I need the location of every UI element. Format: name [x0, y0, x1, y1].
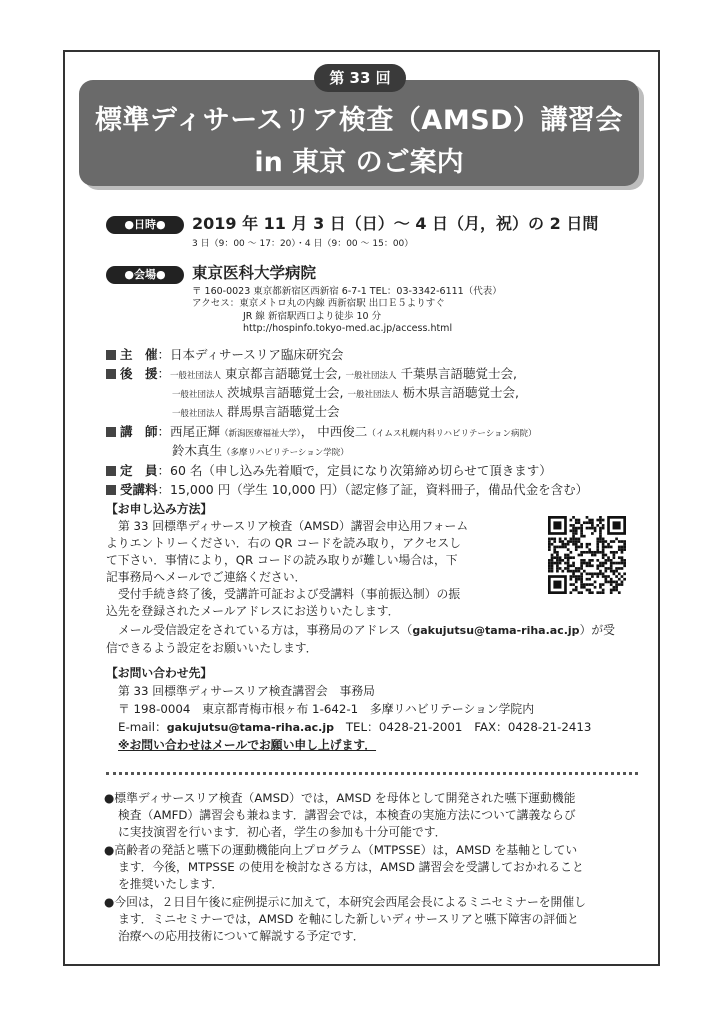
support-row-2: 一般社団法人 茨城県言語聴覚士会, 一般社団法人 栃木県言語聴覚士会, [172, 385, 519, 400]
application-heading: 【お申し込み方法】 [106, 502, 213, 516]
note-2-line: を推奨いたします． [118, 877, 224, 891]
application-text: よりエントリーください．右の QR コードを読み取り，アクセスし [106, 536, 461, 550]
note-2-line: ●高齢者の発話と嚥下の運動機能向上プログラム（MTPSSE）は，AMSD を基軸としてい [104, 843, 578, 857]
application-text: 受付手続き終了後，受講許可証および受講料（事前振込制）の振 [118, 587, 461, 601]
venue-label: ●会場● [106, 266, 184, 284]
application-text: 込先を登録されたメールアドレスにお送りいたします． [106, 604, 400, 618]
application-text: て下さい．事情により，QR コードの読み取りが難しい場合は，下 [106, 553, 458, 567]
application-text: 信できるよう設定をお願いいたします． [106, 641, 318, 655]
edition-badge: 第 33 回 [314, 64, 406, 92]
square-bullet-icon [106, 369, 116, 379]
support-row-3: 一般社団法人 群馬県言語聴覚士会 [172, 404, 340, 419]
dotted-divider [106, 772, 638, 775]
datetime-label: ●日時● [106, 216, 184, 234]
datetime-main: 2019 年 11 月 3 日（日）～ 4 日（月，祝）の 2 日間 [192, 214, 599, 233]
note-3-line: ます．ミニセミナーでは，AMSD を軸にした新しいディサースリアと嚥下障害の評価と [118, 912, 579, 926]
application-text: 第 33 回標準ディサースリア検査（AMSD）講習会申込用フォーム [118, 519, 469, 533]
lecturer-row-2: 鈴木真生（多摩リハビリテーション学院） [172, 443, 349, 458]
note-1-line: に実技演習を行います．初心者，学生の参加も十分可能です． [118, 825, 447, 839]
square-bullet-icon [106, 427, 116, 437]
contact-email[interactable]: gakujutsu@tama-riha.ac.jp [166, 721, 335, 734]
title-banner [79, 80, 639, 186]
application-text: 記事務局へメールでご連絡ください． [106, 570, 307, 584]
venue-access-2: JR 線 新宿駅西口より徒歩 10 分 [243, 311, 382, 322]
support-row-1: 後 援：一般社団法人 東京都言語聴覚士会, 一般社団法人 千葉県言語聴覚士会, [106, 364, 517, 382]
contact-office: 第 33 回標準ディサースリア検査講習会 事務局 [118, 684, 375, 698]
secretariat-email[interactable]: gakujutsu@tama-riha.ac.jp [412, 624, 580, 637]
datetime-sub: 3 日（9：00 ～ 17：20）・4 日（9：00 ～ 15：00） [192, 239, 414, 249]
note-1-line: ●標準ディサースリア検査（AMSD）では，AMSD を母体として開発された嚥下運動機能 [104, 791, 576, 805]
note-1-line: 検査（AMFD）講習会も兼ねます．講習会では，本検査の実施方法について講義ならび [118, 808, 576, 822]
square-bullet-icon [106, 466, 116, 476]
note-3-line: ●今回は，２日目午後に症例提示に加えて，本研究会西尾会長によるミニセミナーを開催し [104, 895, 586, 909]
square-bullet-icon [106, 485, 116, 495]
note-3-line: 治療への応用技術について解説する予定です． [118, 929, 365, 943]
square-bullet-icon [106, 350, 116, 360]
venue-address: 〒 160-0023 東京都新宿区西新宿 6-7-1 TEL：03-3342-6111（代表） [192, 286, 502, 297]
title-line-1: 標準ディサースリア検査（AMSD）講習会 [94, 105, 624, 136]
note-2-line: ます．今後，MTPSSE の使用を検討なさる方は，AMSD 講習会を受講しておかれること [118, 860, 584, 874]
venue-name: 東京医科大学病院 [192, 264, 317, 282]
venue-access-1: アクセス：東京メトロ丸の内線 西新宿駅 出口Ｅ５よりすぐ [192, 298, 445, 309]
contact-heading: 【お問い合わせ先】 [106, 666, 213, 680]
lecturer-row-1: 講 師：西尾正輝（新潟医療福祉大学）， 中西俊二（イムス札幌内科リハビリテーション病院） [106, 422, 537, 440]
organizer-row: 主 催：日本ディサースリア臨床研究会 [106, 345, 343, 363]
venue-url[interactable]: http://hospinfo.tokyo-med.ac.jp/access.html [243, 323, 453, 334]
application-text: メール受信設定をされている方は，事務局のアドレス（gakujutsu@tama-riha.ac.jp）が受 [118, 623, 615, 637]
capacity-row: 定 員：60 名（申し込み先着順で，定員になり次第締め切らせて頂きます） [106, 461, 552, 479]
fee-row: 受講料：15,000 円（学生 10,000 円）（認定修了証，資料冊子，備品代金を含む） [106, 480, 588, 498]
qr-code-icon[interactable] [548, 516, 626, 594]
title-line-2: in 東京 のご案内 [254, 147, 464, 178]
contact-note: ※お問い合わせはメールでお願い申し上げます． [118, 738, 377, 752]
contact-email-row: E-mail：gakujutsu@tama-riha.ac.jp TEL：0428-21-2001 FAX：0428-21-2413 [118, 720, 592, 734]
contact-address: 〒 198-0004 東京都青梅市根ヶ布 1-642-1 多摩リハビリテーション学院内 [118, 702, 534, 716]
